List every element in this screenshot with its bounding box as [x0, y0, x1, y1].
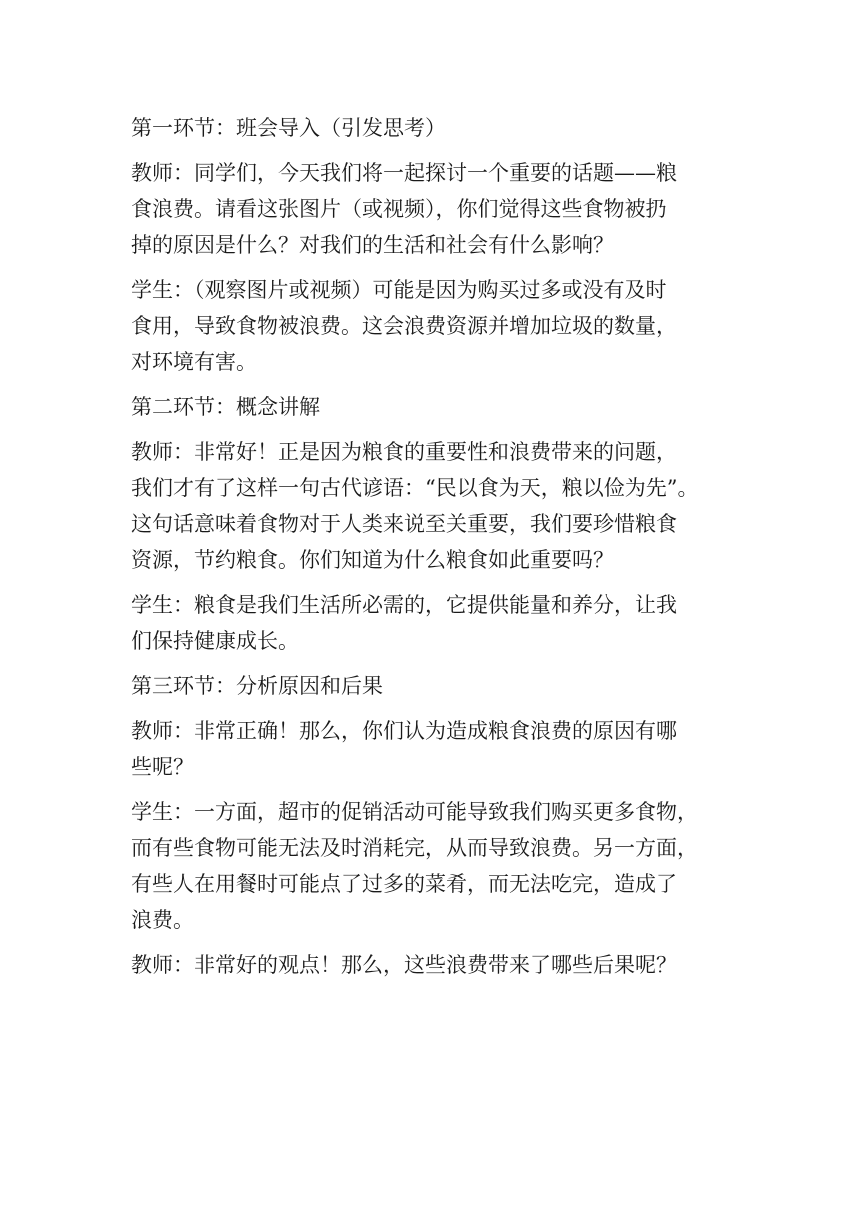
teacher-paragraph: [131, 434, 733, 578]
text-line: 学生：一方面，超市的促销活动可能导致我们购买更多食物，: [131, 800, 698, 824]
text-line: 资源，节约粮食。你们知道为什么粮食如此重要吗？: [131, 548, 614, 572]
section-heading-3: [131, 668, 733, 704]
text-line: 教师：非常正确！那么，你们认为造成粮食浪费的原因有哪: [131, 719, 677, 743]
text-line: 第三环节：分析原因和后果: [131, 674, 383, 698]
student-paragraph: [131, 587, 733, 659]
text-line: 学生：粮食是我们生活所必需的，它提供能量和养分，让我: [131, 593, 677, 617]
text-line: 第二环节：概念讲解: [131, 395, 320, 419]
teacher-paragraph: [131, 947, 733, 983]
text-line: 我们才有了这样一句古代谚语：“民以食为天，粮以俭为先”。: [131, 476, 699, 500]
teacher-paragraph: [131, 713, 733, 785]
text-line: 们保持健康成长。: [131, 629, 299, 653]
teacher-paragraph: [131, 155, 733, 263]
text-line: 学生：（观察图片或视频）可能是因为购买过多或没有及时: [131, 278, 667, 302]
text-line: 有些人在用餐时可能点了过多的菜肴，而无法吃完，造成了: [131, 872, 677, 896]
text-line: 对环境有害。: [131, 350, 257, 374]
text-line: 教师：非常好！正是因为粮食的重要性和浪费带来的问题，: [131, 440, 677, 464]
text-line: 掉的原因是什么？对我们的生活和社会有什么影响？: [131, 233, 614, 257]
text-line: 而有些食物可能无法及时消耗完，从而导致浪费。另一方面，: [131, 836, 698, 860]
text-line: 食用，导致食物被浪费。这会浪费资源并增加垃圾的数量，: [131, 314, 677, 338]
text-line: 浪费。: [131, 908, 194, 932]
text-line: 这句话意味着食物对于人类来说至关重要，我们要珍惜粮食: [131, 512, 677, 536]
student-paragraph: [131, 272, 733, 380]
text-line: 教师：非常好的观点！那么，这些浪费带来了哪些后果呢？: [131, 953, 677, 977]
text-line: 食浪费。请看这张图片（或视频），你们觉得这些食物被扔: [131, 197, 667, 221]
section-heading-2: [131, 389, 733, 425]
document-page: [131, 110, 733, 983]
student-paragraph: [131, 794, 733, 938]
text-line: 第一环节：班会导入（引发思考）: [131, 116, 446, 140]
section-heading-1: [131, 110, 733, 146]
text-line: 教师：同学们，今天我们将一起探讨一个重要的话题——粮: [131, 161, 677, 185]
text-line: 些呢？: [131, 755, 194, 779]
